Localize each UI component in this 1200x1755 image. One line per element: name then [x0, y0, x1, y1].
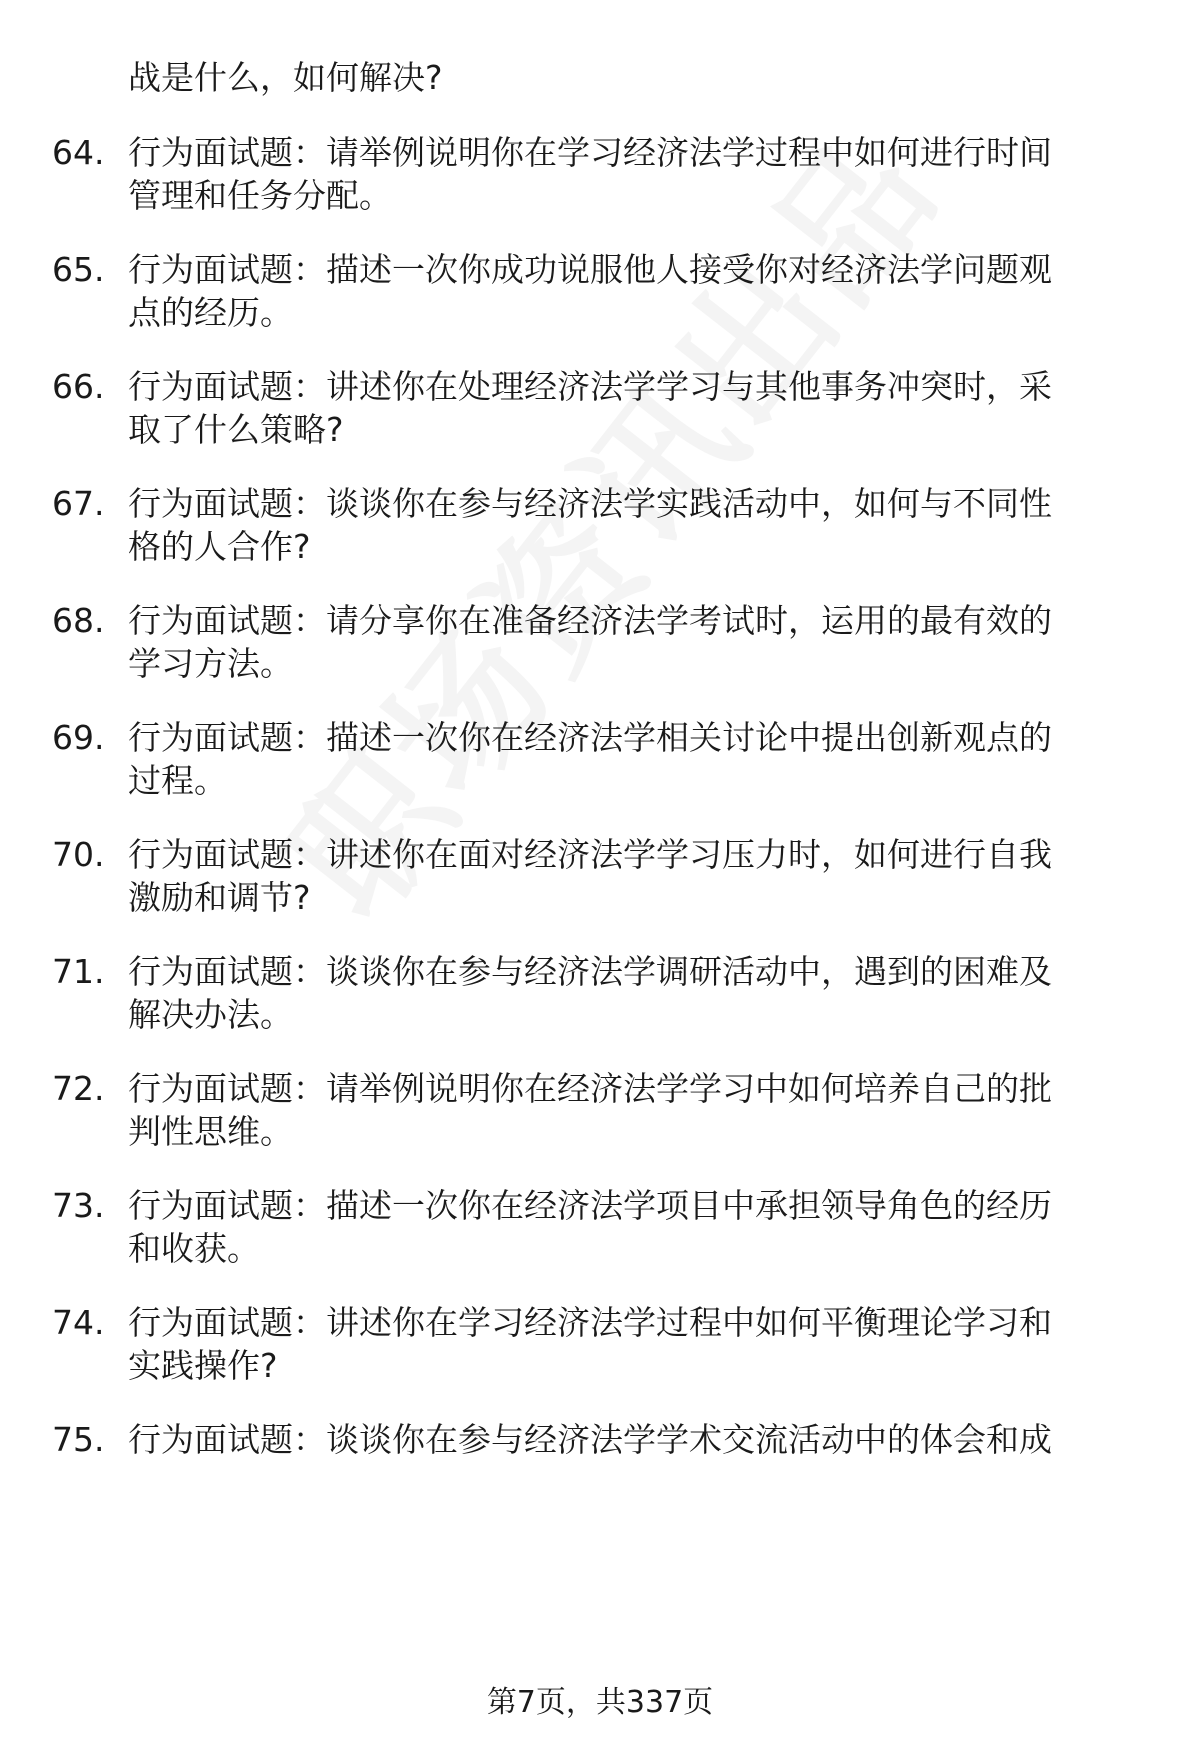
item-number: 64. [52, 133, 105, 172]
item-number: 71. [52, 952, 105, 991]
list-item-line: 管理和任务分配。 [128, 176, 392, 215]
list-item-line: 行为面试题：讲述你在面对经济法学学习压力时，如何进行自我 [128, 835, 1052, 874]
item-number: 73. [52, 1186, 105, 1225]
list-item-line: 点的经历。 [128, 293, 293, 332]
item-number: 67. [52, 484, 105, 523]
list-item-line: 行为面试题：请举例说明你在学习经济法学过程中如何进行时间 [128, 133, 1052, 172]
item-number: 72. [52, 1069, 105, 1108]
list-item-line: 行为面试题：请举例说明你在经济法学学习中如何培养自己的批 [128, 1069, 1052, 1108]
list-item-line: 行为面试题：讲述你在学习经济法学过程中如何平衡理论学习和 [128, 1303, 1052, 1342]
list-item-line: 行为面试题：谈谈你在参与经济法学学术交流活动中的体会和成 [128, 1420, 1052, 1459]
item-number: 69. [52, 718, 105, 757]
item-number: 74. [52, 1303, 105, 1342]
list-item-line: 行为面试题：讲述你在处理经济法学学习与其他事务冲突时，采 [128, 367, 1052, 406]
list-item-line: 行为面试题：谈谈你在参与经济法学调研活动中，遇到的困难及 [128, 952, 1052, 991]
list-item-line: 行为面试题：请分享你在准备经济法学考试时，运用的最有效的 [128, 601, 1052, 640]
list-item-line: 和收获。 [128, 1229, 260, 1268]
list-item-line: 判性思维。 [128, 1112, 293, 1151]
list-item-line: 格的人合作? [128, 527, 311, 566]
list-item-line: 激励和调节? [128, 878, 311, 917]
list-item-line: 行为面试题：描述一次你在经济法学相关讨论中提出创新观点的 [128, 718, 1052, 757]
list-item-line: 实践操作? [128, 1346, 278, 1385]
page-footer: 第7页，共337页 [486, 1685, 714, 1720]
list-item-line: 行为面试题：描述一次你成功说服他人接受你对经济法学问题观 [128, 250, 1052, 289]
list-item-line: 过程。 [128, 761, 227, 800]
item-number: 66. [52, 367, 105, 406]
item-number: 65. [52, 250, 105, 289]
list-item-line: 学习方法。 [128, 644, 293, 683]
list-item-line: 取了什么策略? [128, 410, 344, 449]
item-number: 68. [52, 601, 105, 640]
list-item-line: 行为面试题：描述一次你在经济法学项目中承担领导角色的经历 [128, 1186, 1052, 1225]
item-number: 70. [52, 835, 105, 874]
item-number: 75. [52, 1420, 105, 1459]
list-item-line: 战是什么，如何解决? [128, 58, 443, 97]
list-item-line: 行为面试题：谈谈你在参与经济法学实践活动中，如何与不同性 [128, 484, 1052, 523]
list-item-line: 解决办法。 [128, 995, 293, 1034]
